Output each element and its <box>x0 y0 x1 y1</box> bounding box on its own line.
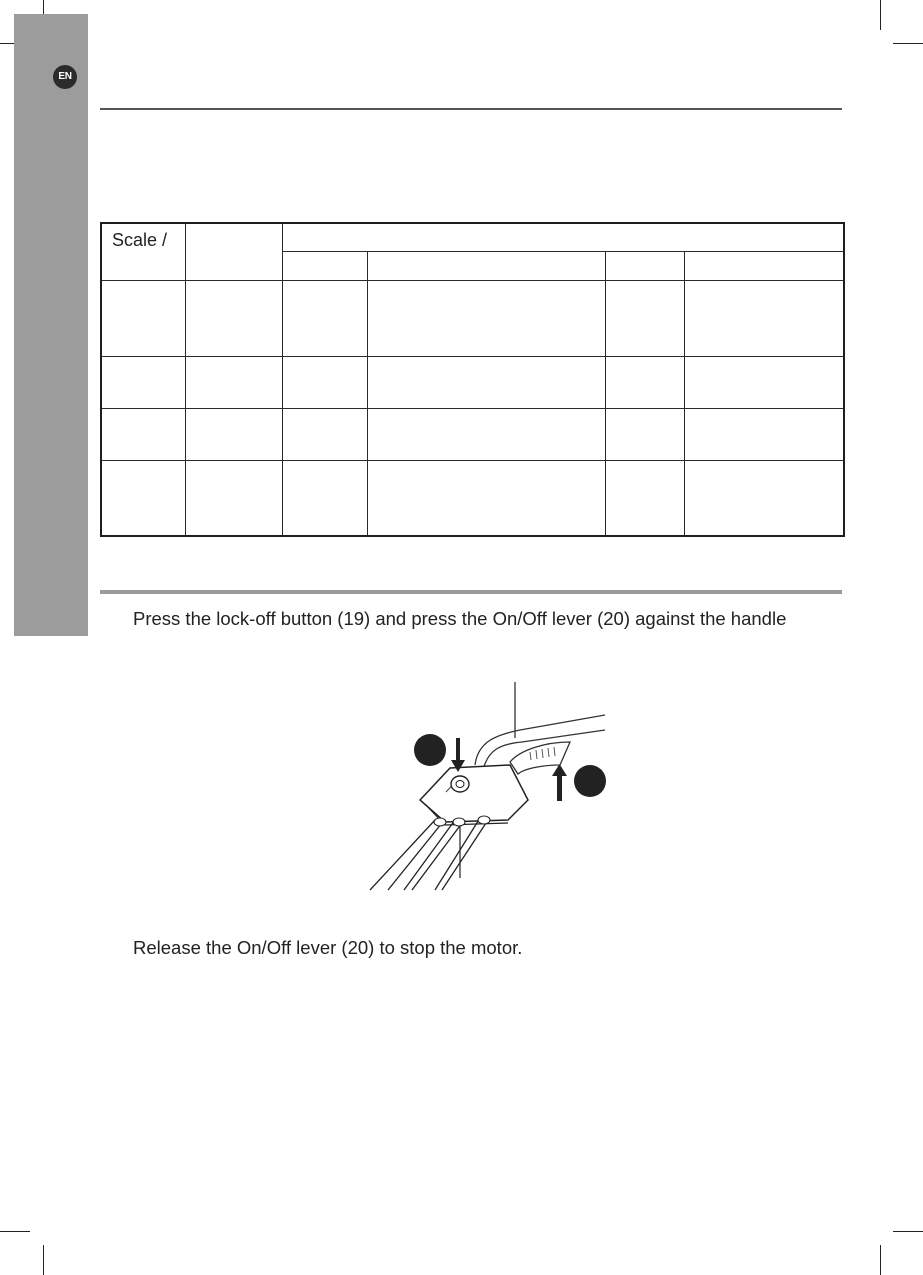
table-row <box>101 280 844 356</box>
crop-mark <box>880 1245 881 1275</box>
table-row <box>101 460 844 536</box>
crop-mark <box>880 0 881 30</box>
table-cell <box>684 460 844 536</box>
table-cell <box>605 280 684 356</box>
handle-illustration <box>360 680 620 895</box>
table-cell <box>282 356 367 408</box>
table-cell <box>605 251 684 280</box>
table-row <box>101 223 844 251</box>
table-cell <box>605 356 684 408</box>
side-tab <box>14 14 88 636</box>
table-cell <box>605 408 684 460</box>
table-cell <box>101 280 185 356</box>
table-cell <box>684 408 844 460</box>
table-cell <box>684 251 844 280</box>
table-cell <box>185 356 282 408</box>
table-cell <box>185 223 282 280</box>
table-cell <box>101 408 185 460</box>
step-two-marker <box>574 765 606 797</box>
table-cell <box>605 460 684 536</box>
crop-mark <box>893 43 923 44</box>
table-cell <box>185 408 282 460</box>
table-cell-scale: Scale / <box>101 223 185 280</box>
table-cell <box>367 408 605 460</box>
switch-housing <box>420 765 528 822</box>
table-cell <box>367 280 605 356</box>
table-cell <box>367 460 605 536</box>
table-row <box>101 356 844 408</box>
table-cell <box>282 280 367 356</box>
table-cell <box>282 408 367 460</box>
table-cell <box>185 280 282 356</box>
table-cell <box>282 223 844 251</box>
table-cell <box>282 251 367 280</box>
table-cell <box>101 356 185 408</box>
table-cell <box>282 460 367 536</box>
table-cell <box>101 460 185 536</box>
up-arrow-icon <box>552 764 567 801</box>
table-cell <box>185 460 282 536</box>
crop-mark <box>893 1231 923 1232</box>
language-badge: EN <box>53 65 77 89</box>
step-one-marker <box>414 734 446 766</box>
table-cell <box>367 251 605 280</box>
table-cell <box>684 280 844 356</box>
start-instruction: Press the lock-off button (19) and press the On/Off lever (20) against the handle <box>133 608 787 629</box>
crop-mark <box>0 1231 30 1232</box>
stop-instruction: Release the On/Off lever (20) to stop the motor. <box>133 937 523 958</box>
spec-table <box>100 222 845 537</box>
header-rule <box>100 108 842 110</box>
table-cell <box>367 356 605 408</box>
table-row <box>101 408 844 460</box>
crop-mark <box>43 1245 44 1275</box>
table-cell <box>684 356 844 408</box>
section-rule <box>100 590 842 594</box>
